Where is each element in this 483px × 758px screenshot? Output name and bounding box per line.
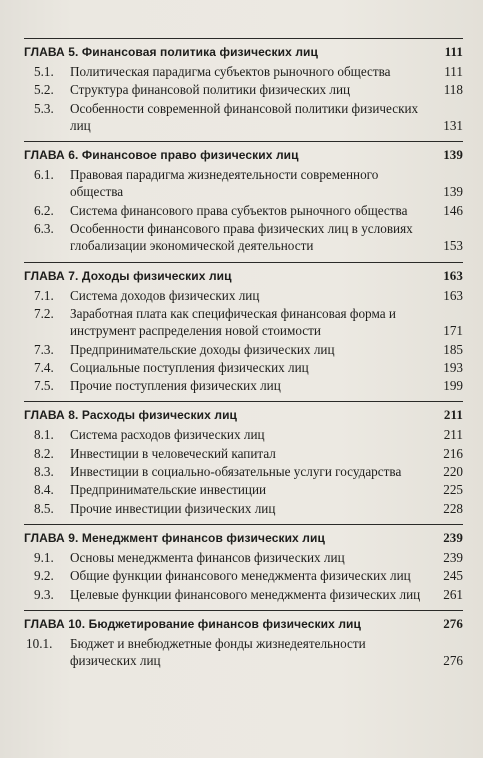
section-page-number: 185 <box>443 341 463 357</box>
section-title: Предпринимательские инвестиции <box>70 482 267 498</box>
chapter-heading <box>24 267 463 285</box>
chapter-title: ГЛАВА 5. Финансовая политика физических лиц <box>24 45 319 59</box>
section-entry <box>24 481 463 498</box>
section-title: Заработная плата как специфическая финансовая форма и инструмент распределения новой стоимости <box>70 305 396 339</box>
section-title: Система расходов физических лиц <box>70 427 265 443</box>
section-number: 9.3. <box>34 586 54 602</box>
section-title: Социальные поступления физических лиц <box>70 359 309 375</box>
section-title: Инвестиции в человеческий капитал <box>70 445 276 461</box>
chapter-heading <box>24 43 463 61</box>
section-title: Прочие поступления физических лиц <box>70 378 281 394</box>
section-page-number: 225 <box>443 482 463 498</box>
section-title: Правовая парадигма жизнедеятельности современного общества <box>70 167 379 200</box>
section-page-number: 211 <box>443 427 463 443</box>
section-entry <box>24 202 463 219</box>
section-page-number: 216 <box>443 445 463 461</box>
section-number: 8.2. <box>34 445 54 461</box>
chapter-heading <box>24 146 463 164</box>
section-number: 8.3. <box>34 464 54 480</box>
section-entry <box>24 500 463 517</box>
chapter-page-number: 276 <box>443 615 463 631</box>
chapter-title: ГЛАВА 8. Расходы физических лиц <box>24 408 238 423</box>
section-number: 7.5. <box>34 378 54 394</box>
chapter-heading <box>24 615 463 633</box>
section-number: 6.2. <box>34 202 54 218</box>
section-number: 10.1. <box>26 635 53 651</box>
section-entry <box>24 359 463 376</box>
section-number: 7.3. <box>34 341 54 357</box>
section-number: 5.1. <box>34 64 54 79</box>
section-page-number: 193 <box>443 359 463 375</box>
section-page-number: 228 <box>443 500 463 516</box>
section-page-number: 220 <box>443 464 463 480</box>
section-entry <box>24 100 463 135</box>
chapter-page-number: 163 <box>443 267 463 283</box>
section-entry <box>24 377 463 394</box>
section-page-number: 171 <box>443 323 463 339</box>
chapter-block <box>24 524 463 603</box>
chapter-title: ГЛАВА 10. Бюджетирование финансов физических лиц <box>24 616 362 631</box>
section-title: Система финансового права субъектов рыночного общества <box>70 202 408 218</box>
section-title: Предпринимательские доходы физических лиц <box>70 341 335 357</box>
section-entry <box>24 549 463 566</box>
section-title: Система доходов физических лиц <box>70 287 260 303</box>
chapter-block <box>24 38 463 134</box>
section-entry <box>24 586 463 603</box>
chapter-block <box>24 401 463 516</box>
section-number: 5.2. <box>34 82 54 98</box>
section-title: Структура финансовой политики физических лиц <box>70 82 351 98</box>
chapter-page-number: 111 <box>444 44 463 59</box>
section-number: 7.4. <box>34 359 54 375</box>
section-page-number: 118 <box>443 82 463 98</box>
section-title: Особенности современной финансовой политики физических лиц <box>70 100 419 133</box>
section-page-number: 245 <box>443 568 463 584</box>
section-entry <box>24 426 463 443</box>
section-entry <box>24 341 463 358</box>
section-page-number: 239 <box>443 549 463 565</box>
section-entry <box>24 463 463 480</box>
section-entry <box>24 635 463 670</box>
section-entry <box>24 305 463 340</box>
section-page-number: 146 <box>443 202 463 218</box>
section-page-number: 111 <box>444 64 463 79</box>
section-title: Инвестиции в социально-обязательные услуги государства <box>70 464 402 480</box>
section-page-number: 139 <box>443 184 463 200</box>
section-number: 6.3. <box>34 221 54 237</box>
section-number: 9.2. <box>34 568 54 584</box>
chapter-heading <box>24 406 463 424</box>
section-title: Основы менеджмента финансов физических лиц <box>70 549 345 565</box>
chapter-block <box>24 610 463 670</box>
chapter-page-number: 211 <box>443 407 463 423</box>
chapter-title: ГЛАВА 6. Финансовое право физических лиц <box>24 148 299 163</box>
section-title: Бюджет и внебюджетные фонды жизнедеятельности физических лиц <box>70 635 366 669</box>
section-page-number: 131 <box>443 117 463 133</box>
section-page-number: 276 <box>443 653 463 669</box>
section-number: 7.1. <box>34 287 54 303</box>
table-of-contents <box>24 38 463 669</box>
chapter-page-number: 239 <box>443 529 463 545</box>
section-page-number: 153 <box>443 238 463 254</box>
chapter-title: ГЛАВА 7. Доходы физических лиц <box>24 268 232 283</box>
section-number: 9.1. <box>34 549 54 565</box>
section-title: Политическая парадигма субъектов рыночного общества <box>70 64 391 79</box>
section-title: Особенности финансового права физических лиц в условиях глобализации экономической деятельности <box>70 221 413 254</box>
chapter-title: ГЛАВА 9. Менеджмент финансов физических лиц <box>24 530 325 545</box>
chapter-block <box>24 262 463 395</box>
section-number: 5.3. <box>34 100 54 116</box>
section-entry <box>24 287 463 304</box>
chapter-page-number: 139 <box>443 147 463 163</box>
section-page-number: 261 <box>443 586 463 602</box>
section-entry <box>24 166 463 201</box>
section-number: 6.1. <box>34 167 54 183</box>
section-entry <box>24 445 463 462</box>
section-number: 8.5. <box>34 500 54 516</box>
section-title: Прочие инвестиции физических лиц <box>70 500 276 516</box>
section-entry <box>24 63 463 80</box>
section-page-number: 199 <box>443 378 463 394</box>
chapter-heading <box>24 529 463 547</box>
section-entry <box>24 81 463 98</box>
section-number: 8.4. <box>34 482 54 498</box>
section-title: Общие функции финансового менеджмента физических лиц <box>70 568 411 584</box>
section-number: 8.1. <box>34 427 54 443</box>
section-number: 7.2. <box>34 305 54 321</box>
section-entry <box>24 220 463 255</box>
chapter-block <box>24 141 463 254</box>
section-entry <box>24 567 463 584</box>
section-page-number: 163 <box>443 287 463 303</box>
section-title: Целевые функции финансового менеджмента физических лиц <box>70 586 421 602</box>
